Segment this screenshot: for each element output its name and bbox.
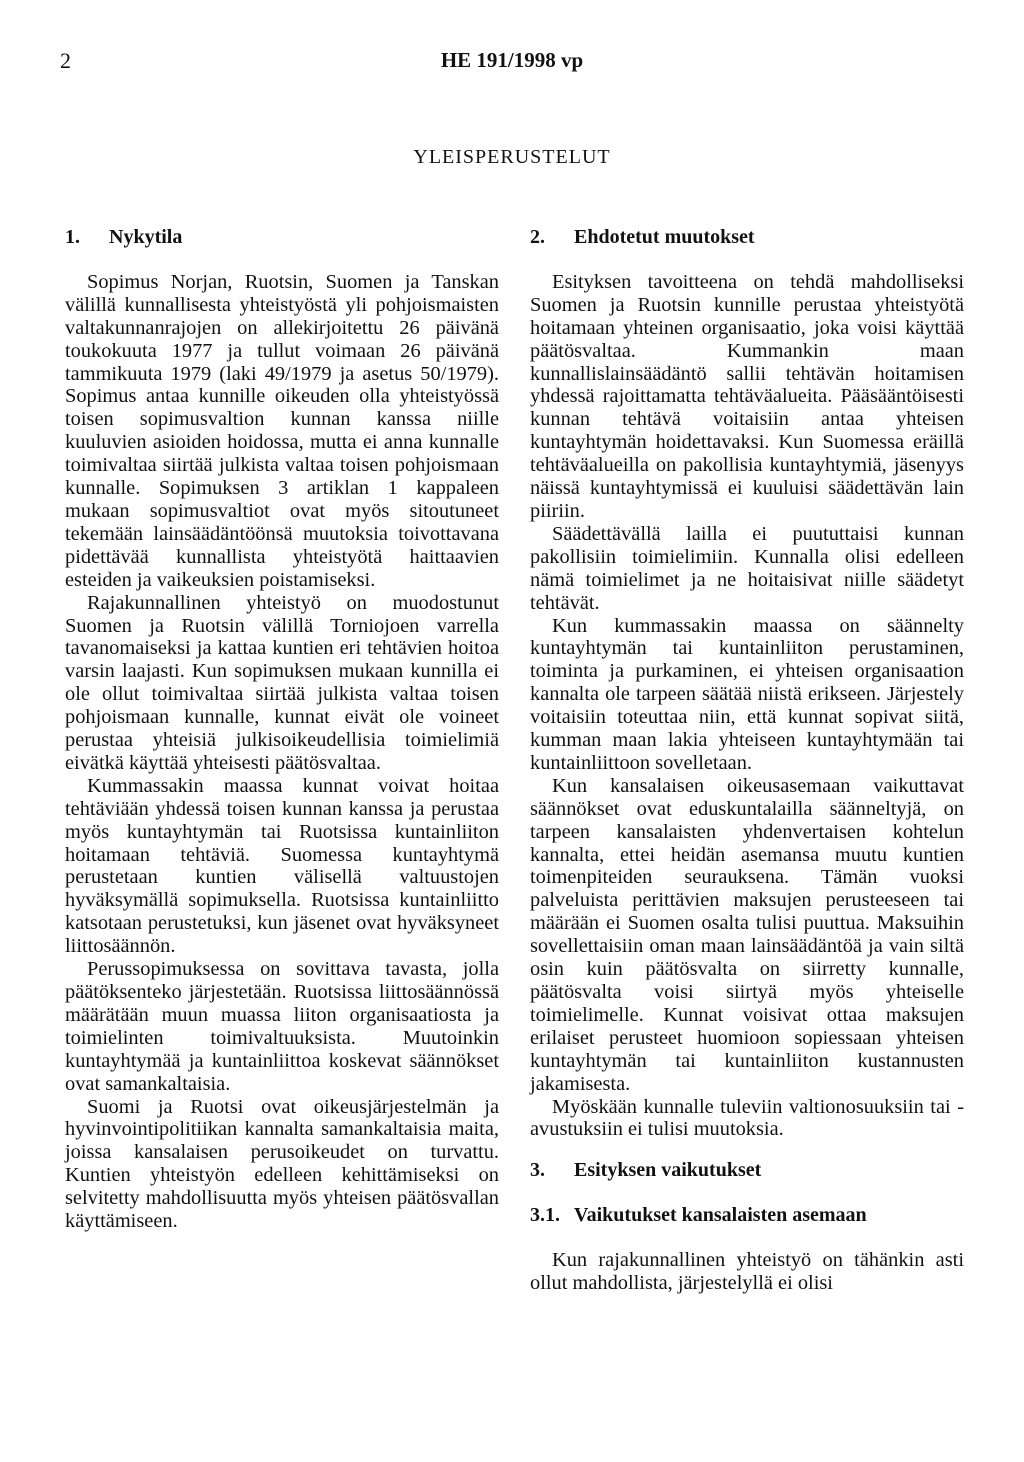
paragraph: Sopimus Norjan, Ruotsin, Suomen ja Tanskan välillä kunnallisesta yhteistyöstä yli pohjoismaisten valtakunnanrajojen on allekirjoitettu 26 päivänä toukokuuta 1977 ja tullut voimaan 26 päivänä tammikuuta 1979 (laki 49/1979 ja asetus 50/1979). Sopimus antaa kunnille oikeuden olla yhteistyössä toisen sopimusvaltion kunnan kanssa niille kuuluvien asioiden hoidossa, mutta ei anna kunnalle toimivaltaa siirtää julkista valtaa toisen pohjoismaan kunnalle. Sopimuksen 3 artiklan 1 kappaleen mukaan sopimusvaltiot ovat myös sitoutuneet tekemään lainsäädäntöönsä muutoksia toivottavana pidettävää kunnallista yhteistyötä haittaavien esteiden ja vaikeuksien poistamiseksi. [65,270,499,591]
section-title: YLEISPERUSTELUT [413,146,611,168]
paragraph: Esityksen tavoitteena on tehdä mahdolliseksi Suomen ja Ruotsin kunnille perustaa yhteistyötä hoitamaan yhteinen organisaatio, joka voisi käyttää päätösvaltaa. Kummankin maan kunnallislainsäädäntö sallii tehtävän hoitamisen yhdessä rajoittamatta tehtäväalueita. Pääsääntöisesti kunnan tehtävä voitaisiin antaa yhteisen kuntayhtymän hoidettavaksi. Kun Suomessa eräillä tehtäväalueilla on pakollisia kuntayhtymiä, jäsenyys näissä kuntayhtymissä ei kuuluisi säädettävän lain piiriin. [530,270,964,522]
page-number: 2 [60,48,71,73]
section-3-number: 3. [530,1159,545,1182]
section-3-heading [530,1159,964,1182]
paragraph: Kun kansalaisen oikeusasemaan vaikuttavat säännökset ovat eduskuntalailla säänneltyjä, on tarpeen kansalaisten yhdenvertaisen kohtelun kannalta, ettei heidän asemansa muutu kuntien toimenpiteiden seurauksena. Tämän vuoksi palveluista perittävien maksujen perusteeseen tai määrään ei Suomen osalta tulisi puuttua. Maksuihin sovellettaisiin oman maan lainsäädäntöä ja vain siltä osin kuin päätösvalta on siirretty kunnalle, päätösvalta voisi siirtyä myös yhteiselle toimielimelle. Kunnat voisivat ottaa maksujen erilaiset perusteet huomioon sopiessaan yhteisen kuntayhtymän tai kuntainliiton kustannusten jakamisesta. [530,774,964,1095]
section-2-heading [530,226,964,249]
section-2-title: Ehdotetut muutokset [574,226,755,248]
paragraph: Myöskään kunnalle tuleviin valtionosuuksiin tai -avustuksiin ei tulisi muutoksia. [530,1095,964,1141]
section-1-heading [65,226,499,249]
right-column [530,226,964,1295]
section-2-number: 2. [530,226,545,248]
paragraph: Säädettävällä lailla ei puututtaisi kunnan pakollisiin toimielimiin. Kunnalla olisi edelleen nämä toimielimet ja ne hoitaisivat niille säädetyt tehtävät. [530,522,964,614]
section-3-1-heading [530,1204,964,1227]
paragraph: Kummassakin maassa kunnat voivat hoitaa tehtäviään yhdessä toisen kunnan kanssa ja perustaa myös kuntayhtymän tai Ruotsissa kuntainliiton hoitamaan tehtäviä. Suomessa kuntayhtymä perustetaan kuntien välisellä valtuustojen hyväksymällä sopimuksella. Ruotsissa kuntainliitto katsotaan perustetuksi, kun jäsenet ovat hyväksyneet liittosäännön. [65,774,499,958]
section-3-title: Esityksen vaikutukset [574,1159,762,1182]
paragraph: Kun rajakunnallinen yhteistyö on tähänkin asti ollut mahdollista, järjestelyllä ei olisi [530,1249,964,1295]
left-column [65,226,499,1233]
paragraph: Perussopimuksessa on sovittava tavasta, jolla päätöksenteko järjestetään. Ruotsissa liittosäännössä määrätään muun muassa liiton organisaatiosta ja toimielinten toimivaltuuksista. Muutoinkin kuntayhtymää ja kuntainliittoa koskevat säännökset ovat samankaltaisia. [65,958,499,1095]
paragraph: Rajakunnallinen yhteistyö on muodostunut Suomen ja Ruotsin välillä Torniojoen varrella tavanomaiseksi ja kattaa kuntien eri tehtävien hoitoa varsin laajasti. Kun sopimuksen mukaan kunnilla ei ole ollut toimivaltaa siirtää julkista valtaa toisen pohjoismaan kunnalle, kunnat eivät ole voineet perustaa yhteisiä julkisoikeudellisia toimielimiä eivätkä käyttää yhteisesti päätösvaltaa. [65,591,499,774]
running-title: HE 191/1998 vp [440,48,584,72]
section-3-1-number: 3.1. [530,1204,560,1227]
section-1-title: Nykytila [109,226,183,248]
paragraph: Suomi ja Ruotsi ovat oikeusjärjestelmän ja hyvinvointipolitiikan kannalta samankaltaisia maita, joissa kansalaisen perusoikeudet on turvattu. Kuntien yhteistyön edelleen kehittämiseksi on selvitetty mahdollisuutta myös yhteisen päätösvallan käyttämiseen. [65,1095,499,1233]
section-1-number: 1. [65,226,80,248]
section-3-1-title: Vaikutukset kansalaisten asemaan [574,1204,867,1227]
paragraph: Kun kummassakin maassa on säännelty kuntayhtymän tai kuntainliiton perustaminen, toiminta ja purkaminen, ei yhteisen organisaation kannalta ole tarpeen säätää niistä erikseen. Järjestely voitaisiin toteuttaa niin, että kunnat sopivat siitä, kumman maan lakia yhteiseen kuntayhtymään tai kuntainliittoon sovelletaan. [530,614,964,774]
